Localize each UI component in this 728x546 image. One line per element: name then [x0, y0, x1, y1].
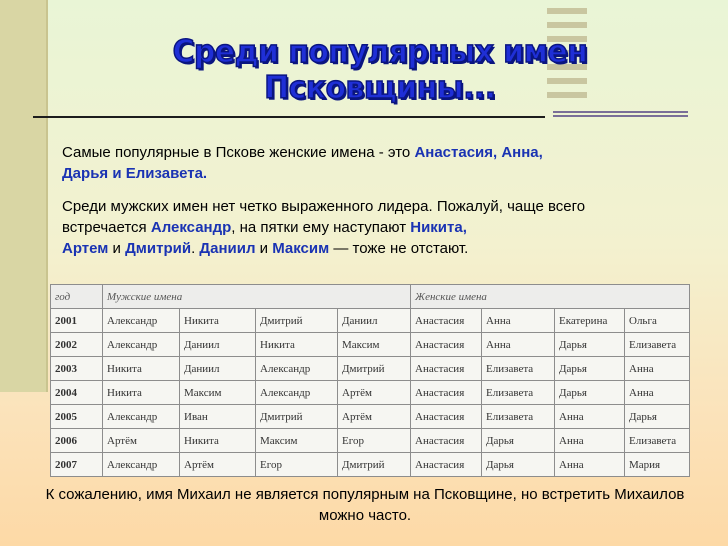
name-artem: Артем — [62, 240, 109, 257]
female-name-cell: Ольга — [625, 309, 690, 333]
male-name-cell: Александр — [103, 333, 180, 357]
year-cell: 2005 — [51, 405, 103, 429]
name-dmitriy: Дмитрий — [125, 240, 192, 257]
female-name-cell: Анна — [625, 357, 690, 381]
year-cell: 2001 — [51, 309, 103, 333]
year-cell: 2002 — [51, 333, 103, 357]
title-divider — [33, 116, 545, 118]
female-name-cell: Анна — [625, 381, 690, 405]
year-cell: 2004 — [51, 381, 103, 405]
male-name-cell: Максим — [180, 381, 256, 405]
slide-title: Среди популярных имен Псковщины... — [172, 34, 588, 106]
name-maksim: Максим — [272, 240, 330, 257]
para2-text-6: — тоже не отстают. — [329, 240, 469, 257]
male-name-cell: Иван — [180, 405, 256, 429]
para2-text-1: Среди мужских имен нет четко выраженного лидера. Пожалуй, чаще всего встречается — [62, 198, 586, 236]
table-row — [51, 381, 690, 405]
female-name-cell: Анастасия — [411, 309, 482, 333]
female-name-cell: Анастасия — [411, 381, 482, 405]
footer-note: К сожалению, имя Михаил не является популярным на Псковщине, но встретить Михаилов можно часто. — [45, 486, 685, 524]
male-name-cell: Никита — [256, 333, 338, 357]
male-name-cell: Никита — [103, 381, 180, 405]
female-name-cell: Дарья — [555, 333, 625, 357]
female-name-cell: Анастасия — [411, 333, 482, 357]
female-name-cell: Елизавета — [625, 429, 690, 453]
table-row — [51, 453, 690, 477]
para2-text-2: , на пятки ему наступают — [231, 219, 411, 236]
name-aleksandr: Александр — [150, 219, 232, 236]
male-name-cell: Александр — [103, 405, 180, 429]
male-name-cell: Максим — [256, 429, 338, 453]
year-cell: 2007 — [51, 453, 103, 477]
male-name-cell: Никита — [103, 357, 180, 381]
male-name-cell: Артём — [338, 405, 411, 429]
para2-text-3: и — [108, 240, 126, 257]
male-name-cell: Даниил — [338, 309, 411, 333]
male-name-cell: Максим — [338, 333, 411, 357]
male-name-cell: Егор — [256, 453, 338, 477]
title-divider-accent — [553, 111, 688, 119]
header-male: Мужские имена — [103, 285, 411, 309]
table-row — [51, 429, 690, 453]
male-name-cell: Никита — [180, 309, 256, 333]
male-name-cell: Дмитрий — [338, 453, 411, 477]
female-name-cell: Анастасия — [411, 405, 482, 429]
female-name-cell: Анна — [482, 333, 555, 357]
male-name-cell: Александр — [103, 309, 180, 333]
para1-text: Самые популярные в Пскове женские имена - это — [62, 144, 415, 161]
female-name-cell: Анастасия — [411, 429, 482, 453]
female-name-cell: Елизавета — [625, 333, 690, 357]
female-name-cell: Анна — [555, 405, 625, 429]
female-name-cell: Дарья — [555, 357, 625, 381]
female-name-cell: Дарья — [555, 381, 625, 405]
female-name-cell: Дарья — [482, 429, 555, 453]
name-daniil: Даниил — [199, 240, 256, 257]
female-name-cell: Анна — [555, 429, 625, 453]
female-name-cell: Елизавета — [482, 357, 555, 381]
female-name-cell: Елизавета — [482, 381, 555, 405]
male-name-cell: Никита — [180, 429, 256, 453]
female-name-cell: Екатерина — [555, 309, 625, 333]
male-name-cell: Артём — [180, 453, 256, 477]
year-cell: 2006 — [51, 429, 103, 453]
female-name-cell: Анастасия — [411, 357, 482, 381]
male-name-cell: Дмитрий — [338, 357, 411, 381]
year-cell: 2003 — [51, 357, 103, 381]
table-row — [51, 309, 690, 333]
male-name-cell: Егор — [338, 429, 411, 453]
female-name-cell: Анастасия — [411, 453, 482, 477]
male-name-cell: Даниил — [180, 357, 256, 381]
para2-text-5: и — [255, 240, 273, 257]
male-name-cell: Дмитрий — [256, 405, 338, 429]
female-names-paragraph — [62, 142, 662, 184]
male-name-cell: Артём — [338, 381, 411, 405]
male-name-cell: Артём — [103, 429, 180, 453]
table-row — [51, 357, 690, 381]
female-name-cell: Дарья — [625, 405, 690, 429]
female-name-cell: Елизавета — [482, 405, 555, 429]
table-row — [51, 405, 690, 429]
male-names-paragraph — [62, 196, 662, 259]
table-header-row — [51, 285, 690, 309]
male-name-cell: Александр — [256, 357, 338, 381]
popular-names-table — [50, 284, 690, 477]
male-name-cell: Александр — [256, 381, 338, 405]
table-row — [51, 333, 690, 357]
male-name-cell: Александр — [103, 453, 180, 477]
male-name-cell: Даниил — [180, 333, 256, 357]
para1-names-end: Дарья и Елизавета. — [62, 165, 208, 182]
left-decor-bar — [0, 0, 48, 392]
female-name-cell: Мария — [625, 453, 690, 477]
male-name-cell: Дмитрий — [256, 309, 338, 333]
female-name-cell: Анна — [555, 453, 625, 477]
header-female: Женские имена — [411, 285, 690, 309]
para1-names: Анастасия, Анна, — [414, 144, 543, 161]
female-name-cell: Дарья — [482, 453, 555, 477]
para2-text-4: . — [191, 240, 200, 257]
header-year: год — [51, 285, 103, 309]
name-nikita: Никита, — [410, 219, 467, 236]
female-name-cell: Анна — [482, 309, 555, 333]
